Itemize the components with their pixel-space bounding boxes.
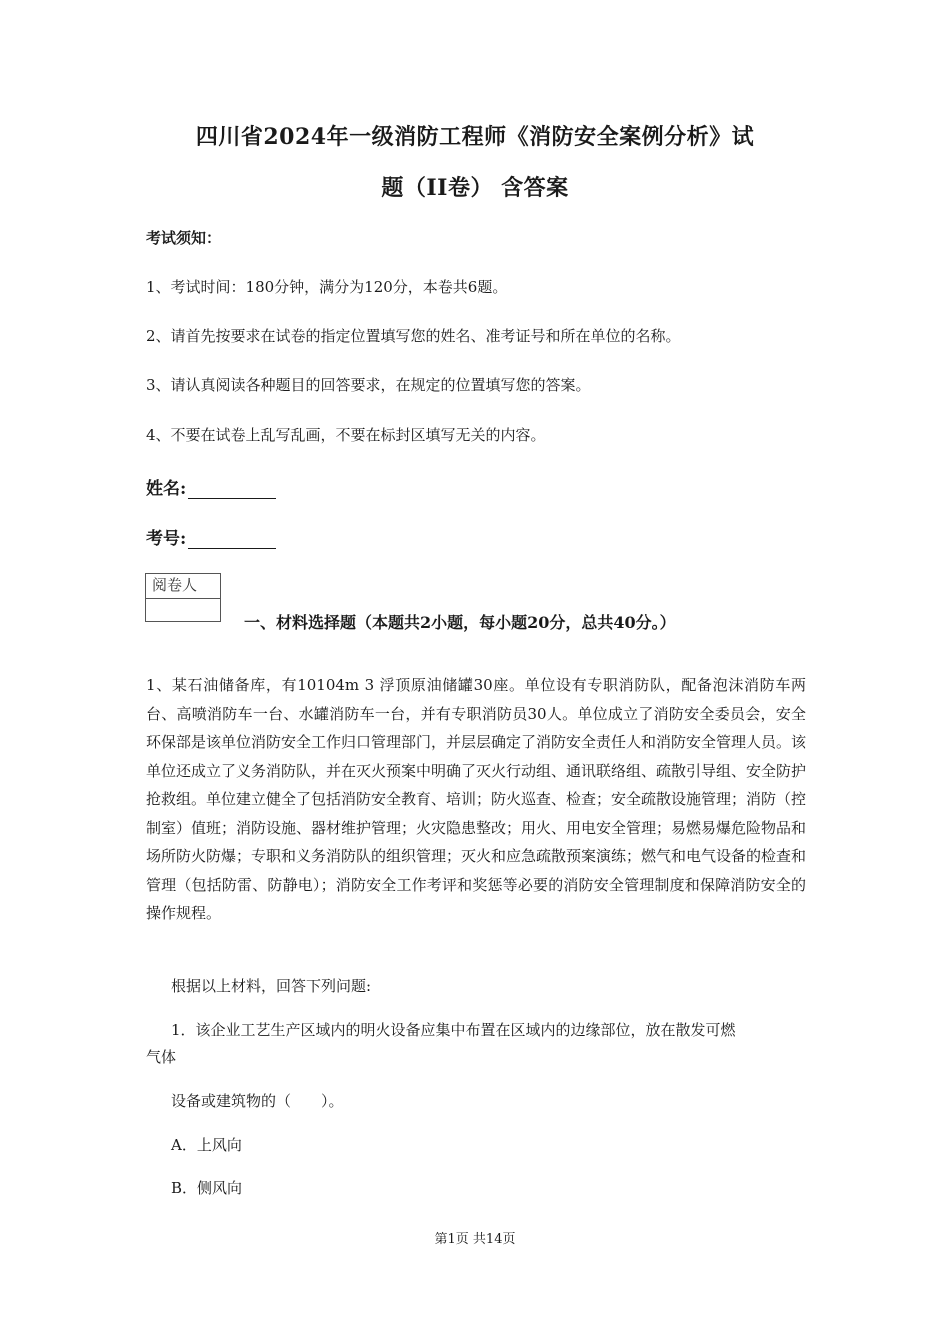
subquestion1-line1: 1．该企业工艺生产区域内的明火设备应集中布置在区域内的边缘部位，放在散发可燃 [171, 1021, 736, 1039]
subquestion1-line3: 设备或建筑物的（ ）。 [171, 1092, 344, 1110]
section-heading: 一、材料选择题（本题共2小题，每小题20分，总共40分。） [244, 613, 676, 632]
notice-item-3: 3、请认真阅读各种题目的回答要求，在规定的位置填写您的答案。 [146, 376, 591, 394]
grader-label: 阅卷人 [146, 574, 220, 599]
name-blank[interactable] [188, 480, 276, 499]
page-footer: 第1页 共14页 [434, 1232, 516, 1247]
page-title-line2: 题（II卷） 含答案 [381, 175, 569, 201]
name-label: 姓名: [146, 479, 187, 499]
page-title-line1: 四川省2024年一级消防工程师《消防安全案例分析》试 [195, 124, 755, 150]
notice-heading: 考试须知： [146, 229, 222, 247]
notice-item-1: 1、考试时间：180分钟，满分为120分，本卷共6题。 [146, 278, 508, 296]
exam-number-blank[interactable] [188, 530, 276, 549]
option-a[interactable]: A．上风向 [171, 1136, 242, 1154]
notice-item-4: 4、不要在试卷上乱写乱画，不要在标封区填写无关的内容。 [146, 426, 546, 444]
exam-number-label: 考号: [146, 529, 187, 549]
name-field[interactable] [146, 474, 276, 499]
question1-prompt: 根据以上材料，回答下列问题: [171, 977, 372, 995]
exam-number-field[interactable] [146, 524, 276, 549]
question1-material: 1、某石油储备库，有10104m 3 浮顶原油储罐30座。单位设有专职消防队，配备泡沫消防车两台、高喷消防车一台、水罐消防车一台，并有专职消防员30人。单位成立了消防安全委员会，安全环保部是该单位消防安全工作归口管理部门，并层层确定了消防安全责任人和消防安全管理人员。该单位还成立了义务消防队，并在灭火预案中明确了灭火行动组、通讯联络组、疏散引导组、安全防护抢救组。单位建立健全了包括消防安全教育、培训；防火巡查、检查；安全疏散设施管理；消防（控制室）值班；消防设施、器材维护管理；火灾隐患整改；用火、用电安全管理；易燃易爆危险物品和场所防火防爆；专职和义务消防队的组织管理；灭火和应急疏散预案演练；燃气和电气设备的检查和管理（包括防雷、防静电）；消防安全工作考评和奖惩等必要的消防安全管理制度和保障消防安全的操作规程。 [146, 676, 807, 922]
grader-box [145, 573, 221, 622]
option-b[interactable]: B．侧风向 [171, 1179, 243, 1197]
notice-item-2: 2、请首先按要求在试卷的指定位置填写您的姓名、准考证号和所在单位的名称。 [146, 327, 681, 345]
subquestion1-line2: 气体 [146, 1048, 177, 1066]
